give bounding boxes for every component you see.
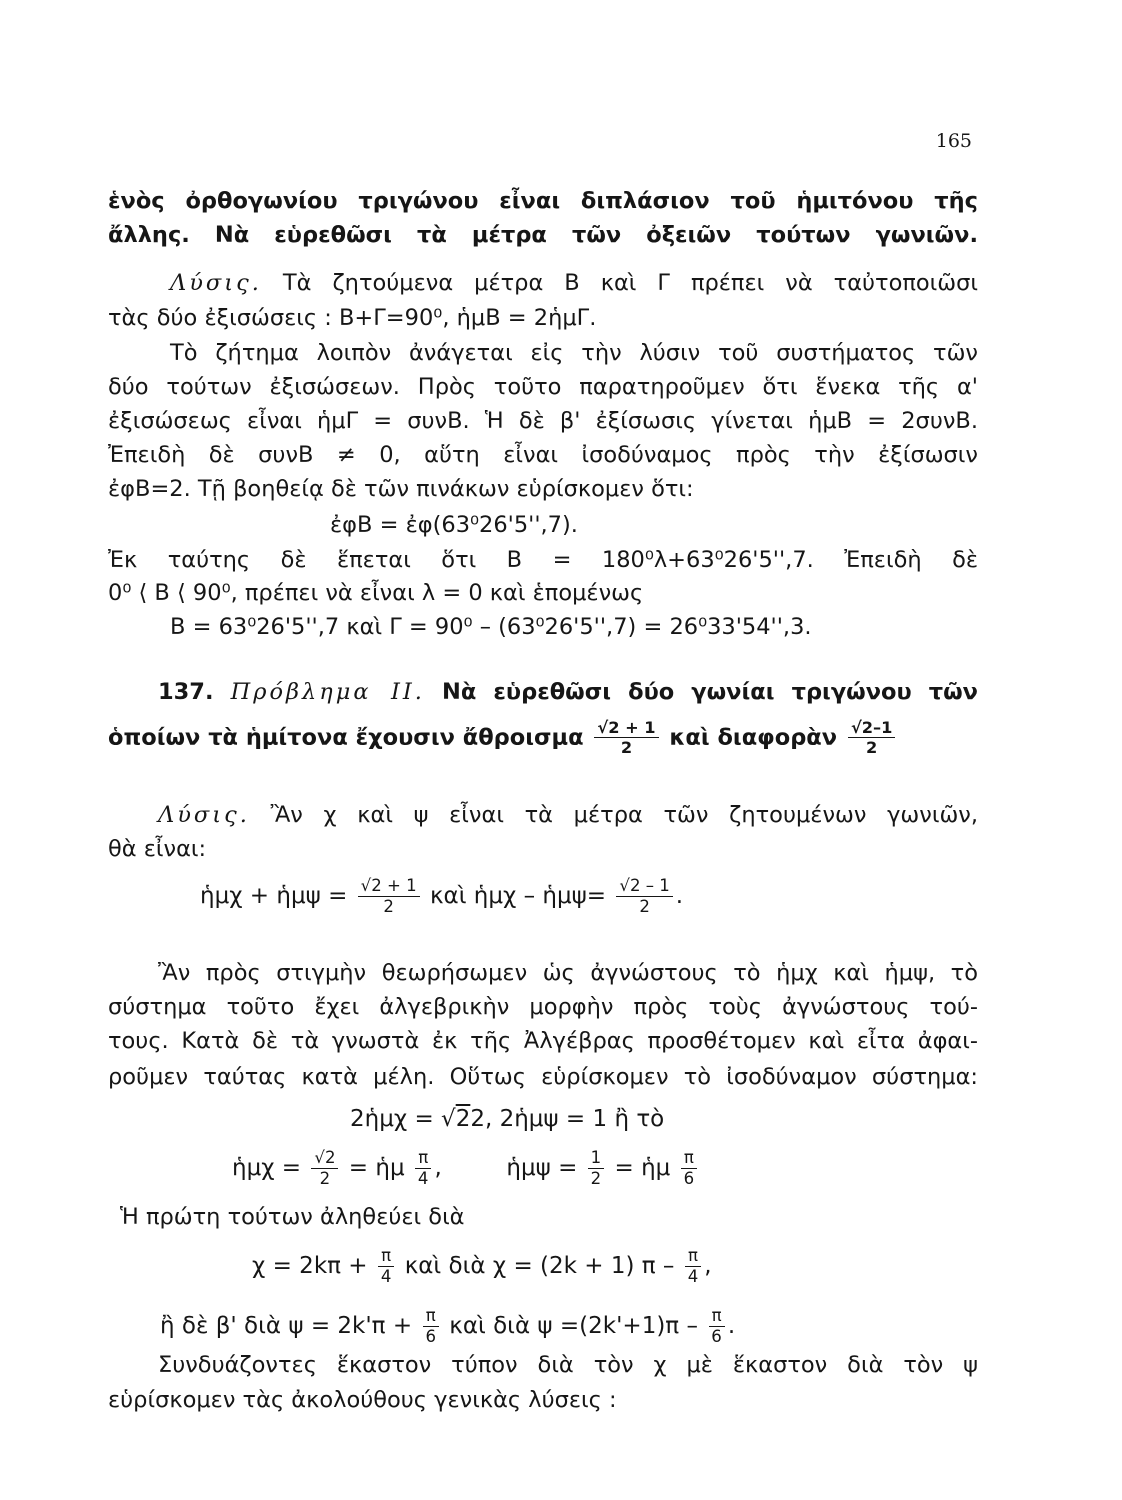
equation-sum-difference: ἡμχ + ἡμψ = $\frac{√2 + 1}{2}$ καὶ ἡμχ – ἡμψ= $\frac{√2 - 1}{2}$ . [200,876,684,916]
solution1-line3: Τὸ ζήτημα λοιπὸν ἀνάγεται εἰς τὴν λύσιν τοῦ συστήματος τῶν [170,340,978,366]
solution1-line1: Λύσις. Τὰ ζητούμενα μέτρα Β καὶ Γ πρέπει νὰ ταὐτοποιῶσι [170,270,978,296]
solution1-line4: δύο τούτων ἐξισώσεων. Πρὸς τοῦτο παρατηροῦμεν ὅτι ἕνεκα τῆς α' [108,374,978,400]
solution1-line10: 0⁰ ⟨ Β ⟨ 90⁰, πρέπει νὰ εἶναι λ = 0 καὶ ἑπομένως [108,580,644,606]
equation-values: ἡμχ = $\frac{√2}{2}$ = ἡμ $\frac{\pi}{4}$ , ἡμψ = $\frac{1}{2}$ = ἡμ $\frac{\pi}{6}$ [232,1148,700,1189]
solution1-line7: ἐφΒ=2. Τῇ βοηθείᾳ δὲ τῶν πινάκων εὑρίσκομεν ὅτι: [108,476,694,502]
eq1-fraction1: $\frac{√2 + 1}{2}$ [358,876,420,917]
solution1-line9: Ἐκ ταύτης δὲ ἕπεται ὅτι Β = 180⁰λ+63⁰26'5'',7. Ἐπειδὴ δὲ [108,547,978,573]
solution2-combine-line1: Συνδυάζοντες ἕκαστον τύπον διὰ τὸν χ μὲ ἕκαστον διὰ τὸν ψ [158,1352,978,1378]
problem-number: 137. [158,679,214,705]
solution1-line6: Ἐπειδὴ δὲ συνΒ ≠ 0, αὕτη εἶναι ἰσοδύναμος πρὸς τὴν ἐξίσωσιν [108,442,978,468]
eq1-fraction2: $\frac{√2 - 1}{2}$ [616,876,672,917]
solution2-para-line3: τους. Κατὰ δὲ τὰ γνωστὰ ἐκ τῆς Ἀλγέβρας προσθέτομεν καὶ εἶτα ἀφαι- [108,1028,978,1054]
solution1-line5: ἐξισώσεως εἶναι ἡμΓ = συνΒ. Ἡ δὲ β' ἐξίσωσις γίνεται ἡμΒ = 2συνΒ. [108,408,978,434]
solution2-combine-line2: εὑρίσκομεν τὰς ἀκολούθους γενικὰς λύσεις : [108,1387,617,1413]
solution2-para-line1: Ἂν πρὸς στιγμὴν θεωρήσωμεν ὡς ἀγνώστους τὸ ἡμχ καὶ ἡμψ, τὸ [158,960,978,986]
problem-heading-line1: ἑνὸς ὀρθογωνίου τριγώνου εἶναι διπλάσιον τοῦ ἡμιτόνου τῆς [108,188,978,214]
solution2-para-line4: ροῦμεν ταύτας κατὰ μέλη. Οὕτως εὑρίσκομεν τὸ ἰσοδύναμον σύστημα: [108,1064,978,1090]
problem-heading-line2: ἄλλης. Νὰ εὑρεθῶσι τὰ μέτρα τῶν ὀξειῶν τούτων γωνιῶν. [108,222,978,248]
solution-label: Λύσις. [170,270,262,296]
difference-fraction: $\frac{√2-1}{2}$ [848,718,895,758]
solution2-first-true: Ἡ πρώτη τούτων ἀληθεύει διὰ [120,1204,465,1230]
equation-y-solutions: ἢ δὲ β' διὰ ψ = 2k'π + $\frac{\pi}{6}$ καὶ διὰ ψ =(2k'+1)π – $\frac{\pi}{6}$ . [160,1306,736,1346]
solution2-para-line2: σύστημα τοῦτο ἔχει ἀλγεβρικὴν μορφὴν πρὸς τοὺς ἀγνώστους τού- [108,994,978,1020]
solution1-line2: τὰς δύο ἐξισώσεις : Β+Γ=90⁰, ἡμΒ = 2ἡμΓ. [108,305,597,331]
problem-137-line2: ὁποίων τὰ ἡμίτονα ἔχουσιν ἄθροισμα $\frac{√2 + 1}{2}$ καὶ διαφορὰν $\frac{√2-1}{2}$ [108,718,898,758]
solution2-line1: Λύσις. Ἂν χ καὶ ψ εἶναι τὰ μέτρα τῶν ζητουμένων γωνιῶν, [158,802,978,828]
solution-label: Λύσις. [158,802,250,828]
sum-fraction: $\frac{√2 + 1}{2}$ [594,718,658,758]
solution2-line2: θὰ εἶναι: [108,836,207,862]
solution1-line8: ἐφΒ = ἐφ(63⁰26'5'',7). [330,512,578,538]
problem-title: Πρόβλημα ΙΙ. [230,679,425,705]
page-number: 165 [935,130,972,152]
problem-137-line1: 137. Πρόβλημα ΙΙ. Νὰ εὑρεθῶσι δύο γωνίαι τριγώνου τῶν [158,679,978,705]
equation-x-solutions: χ = 2kπ + $\frac{\pi}{4}$ καὶ διὰ χ = (2k + 1) π – $\frac{\pi}{4}$ , [252,1246,712,1286]
solution1-line11: Β = 63⁰26'5'',7 καὶ Γ = 90⁰ – (63⁰26'5'',7) = 26⁰33'54'',3. [170,614,812,640]
equation-system: 2ἡμχ = √22, 2ἡμψ = 1 ἢ τὸ [350,1106,665,1132]
